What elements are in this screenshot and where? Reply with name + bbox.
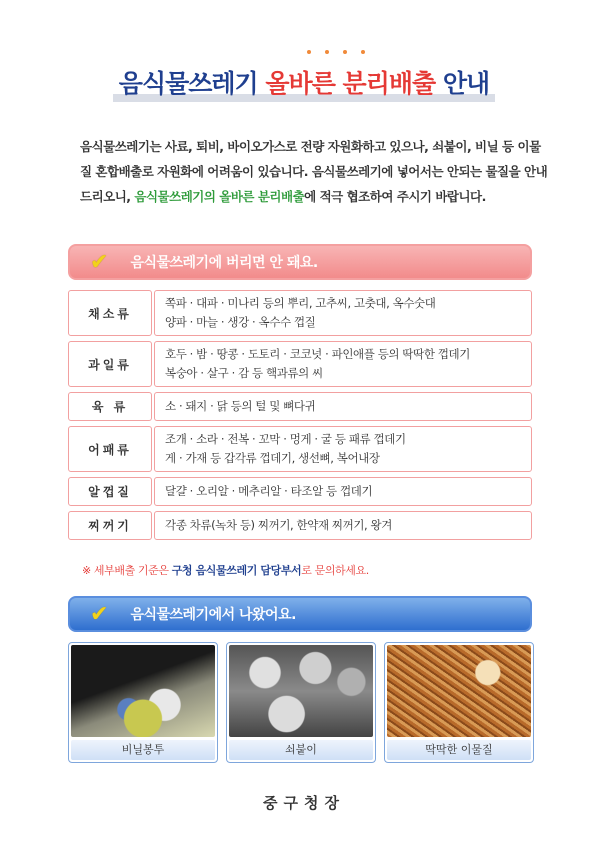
- banner-found-items: [68, 596, 532, 632]
- item-line: 게 · 가재 등 갑각류 껍데기, 생선뼈, 복어내장: [165, 451, 380, 465]
- photo-caption: 비닐봉투: [71, 740, 215, 760]
- category-items: [154, 426, 532, 472]
- prohibited-items-table: [68, 290, 532, 545]
- table-row: [68, 477, 532, 506]
- category-items: [154, 392, 532, 421]
- hard-debris-photo: [387, 645, 531, 737]
- category-label: 육 류: [68, 392, 152, 421]
- photo-card: [384, 642, 534, 763]
- table-row: [68, 341, 532, 387]
- table-row: [68, 511, 532, 540]
- photo-caption: 딱딱한 이물질: [387, 740, 531, 760]
- table-row: [68, 290, 532, 336]
- check-icon: ✔: [90, 601, 109, 627]
- table-row: [68, 426, 532, 472]
- item-line: 쪽파 · 대파 · 미나리 등의 뿌리, 고추씨, 고춧대, 옥수숫대: [165, 296, 436, 310]
- banner-dont-throw-text: 음식물쓰레기에 버리면 안 돼요.: [130, 255, 318, 271]
- title-part-2: 올바른 분리배출: [265, 69, 436, 98]
- item-line: 조개 · 소라 · 전복 · 꼬막 · 멍게 · 굴 등 패류 껍데기: [165, 432, 406, 446]
- banner-found-items-text: 음식물쓰레기에서 나왔어요.: [130, 607, 296, 623]
- table-row: [68, 392, 532, 421]
- category-label: 알껍질: [68, 477, 152, 506]
- metal-scraps-photo: [229, 645, 373, 737]
- photo-caption: 쇠붙이: [229, 740, 373, 760]
- intro-text-1: 음식물쓰레기는 사료, 퇴비, 바이오가스로 전량 자원화하고 있으나, 쇠붙이, 비닐 등 이물질 혼합배출로 자원화에 어려움이 있습니다. 음식물쓰레기에 넣어서는 안되는 물질을 안내드리오니,: [80, 139, 548, 204]
- category-label: 과일류: [68, 341, 152, 387]
- title-area: [0, 64, 608, 104]
- intro-paragraph: [80, 134, 550, 209]
- category-items: [154, 290, 532, 336]
- category-items: [154, 511, 532, 540]
- issuer-footer: 중구청장: [263, 794, 345, 812]
- inquiry-note: [82, 562, 369, 578]
- photo-card: [68, 642, 218, 763]
- plastic-bags-photo: [71, 645, 215, 737]
- item-line: 호두 · 밤 · 땅콩 · 도토리 · 코코넛 · 파인애플 등의 딱딱한 껍데기: [165, 347, 470, 361]
- note-suffix: 로 문의하세요.: [301, 564, 369, 577]
- title-part-1: 음식물쓰레기: [118, 69, 266, 98]
- banner-dont-throw: [68, 244, 532, 280]
- check-icon: ✔: [90, 249, 109, 275]
- photo-card: [226, 642, 376, 763]
- page-title: [111, 64, 497, 104]
- item-line: 각종 차류(녹차 등) 찌꺼기, 한약재 찌꺼기, 왕겨: [165, 518, 392, 532]
- title-part-3: 안내: [435, 69, 490, 98]
- item-line: 복숭아 · 살구 · 감 등 핵과류의 씨: [165, 366, 323, 380]
- note-prefix: ※ 세부배출 기준은: [82, 564, 172, 577]
- category-items: [154, 477, 532, 506]
- item-line: 양파 · 마늘 · 생강 · 옥수수 껍질: [165, 315, 316, 329]
- category-items: [154, 341, 532, 387]
- item-line: 달걀 · 오리알 · 메추리알 · 타조알 등 껍데기: [165, 484, 373, 498]
- note-highlight: 구청 음식물쓰레기 담당부서: [171, 564, 302, 577]
- item-line: 소 · 돼지 · 닭 등의 털 및 뼈다귀: [165, 399, 316, 413]
- category-label: 찌꺼기: [68, 511, 152, 540]
- category-label: 어패류: [68, 426, 152, 472]
- emphasis-dots: [307, 50, 365, 54]
- category-label: 채소류: [68, 290, 152, 336]
- intro-highlight: 음식물쓰레기의 올바른 분리배출: [134, 189, 305, 204]
- photo-gallery: [68, 642, 534, 763]
- intro-text-2: 에 적극 협조하여 주시기 바랍니다.: [304, 189, 486, 204]
